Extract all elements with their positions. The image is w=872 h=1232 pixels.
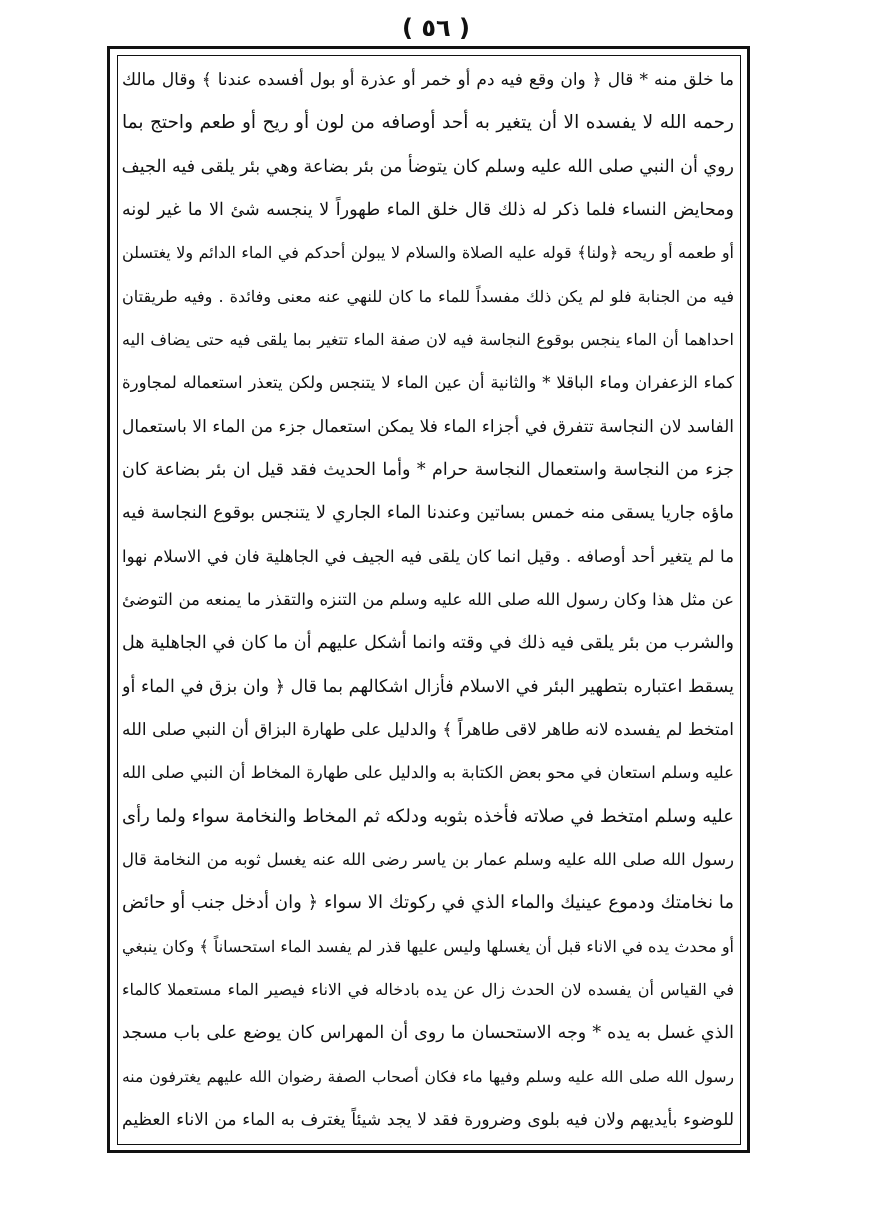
text-line: أو محدث يده في الاناء قبل أن يغسلها وليس عليها قذر لم يفسد الماء استحساناً ﴾ وكان ينبغي	[122, 936, 734, 956]
text-line: ما خلق منه * قال ﴿ وان وقع فيه دم أو خمر أو عذرة أو بول أفسده عندنا ﴾ وقال مالك	[122, 70, 734, 90]
text-line: رسول الله صلى الله عليه وسلم وفيها ماء فكان أصحاب الصفة رضوان الله عليهم يغترفون منه	[122, 1067, 734, 1086]
text-line: فيه من الجنابة فلو لم يكن ذلك مفسداً للماء ما كان للنهي عنه معنى وفائدة . وفيه طريقتان	[122, 286, 734, 306]
text-line: امتخط لم يفسده لانه طاهر لاقى طاهراً ﴾ والدليل على طهارة البزاق أن النبي صلى الله	[122, 719, 734, 740]
text-line: رسول الله صلى الله عليه وسلم عمار بن ياسر رضى الله عنه يغسل ثوبه من النخامة قال	[122, 849, 734, 869]
text-line: جزء من النجاسة واستعمال النجاسة حرام * وأما الحديث فقد قيل ان بئر بضاعة كان	[122, 459, 734, 480]
text-line: ماؤه جاريا يسقى منه خمس بساتين وعندنا الماء الجاري لا يتنجس بوقوع النجاسة فيه	[122, 503, 734, 524]
text-line: ما لم يتغير أحد أوصافه . وقيل انما كان يلقى فيه الجيف في الجاهلية فان في الاسلام نهوا	[122, 546, 734, 566]
text-line: الذي غسل به يده * وجه الاستحسان ما روى أن المهراس كان يوضع على باب مسجد	[122, 1023, 734, 1044]
body-text	[122, 62, 734, 1138]
page-number: ( ٥٦ )	[402, 14, 470, 42]
text-line: كماء الزعفران وماء الباقلا * والثانية أن عين الماء لا يتنجس ولكن يتعذر استعماله لمجاورة	[122, 373, 734, 393]
text-line: أو طعمه أو ريحه ﴿ولنا﴾ قوله عليه الصلاة والسلام لا يبولن أحدكم في الماء الدائم ولا يغتسلن	[122, 243, 734, 263]
text-line: عن مثل هذا وكان رسول الله صلى الله عليه وسلم من التنزه والتقذر ما يمنعه من التوضئ	[122, 589, 734, 609]
text-line: الفاسد لان النجاسة تتفرق في أجزاء الماء فلا يمكن استعمال جزء من الماء الا باستعمال	[122, 416, 734, 437]
text-line: ما نخامتك ودموع عينيك والماء الذي في ركوتك الا سواء ﴿ وان أدخل جنب أو حائض	[122, 892, 734, 914]
text-line: رحمه الله لا يفسده الا أن يتغير به أحد أوصافه من لون أو ريح أو طعم واحتج بما	[122, 112, 734, 134]
text-line: ومحايض النساء فلما ذكر له ذلك قال خلق الماء طهوراً لا ينجسه شئ الا ما غير لونه	[122, 199, 734, 220]
text-line: عليه وسلم استعان في محو بعض الكتابة به والدليل على طهارة المخاط أن النبي صلى الله	[122, 763, 734, 783]
text-line: في القياس أن يفسده لان الحدث زال عن يده بادخاله في الاناء فيصير الماء مستعملا كالماء	[122, 979, 734, 999]
text-line: روي أن النبي صلى الله عليه وسلم كان يتوضأ من بئر بضاعة وهي بئر يلقى فيه الجيف	[122, 156, 734, 177]
text-line: عليه وسلم امتخط في صلاته فأخذه بثوبه ودلكه ثم المخاط والنخامة سواء ولما رأى	[122, 805, 734, 827]
text-line: احداهما أن الماء ينجس بوقوع النجاسة فيه لان صفة الماء تتغير بما يلقى فيه حتى يضاف اليه	[122, 329, 734, 349]
text-line: للوضوء بأيديهم ولان فيه بلوى وضرورة فقد لا يجد شيئاً يغترف به الماء من الاناء العظيم	[122, 1109, 734, 1130]
text-line: والشرب من بئر يلقى فيه ذلك في وقته وانما أشكل عليهم أن ما كان في الجاهلية هل	[122, 633, 734, 654]
text-line: يسقط اعتباره بتطهير البئر في الاسلام فأزال اشكالهم بما قال ﴿ وان بزق في الماء أو	[122, 676, 734, 697]
